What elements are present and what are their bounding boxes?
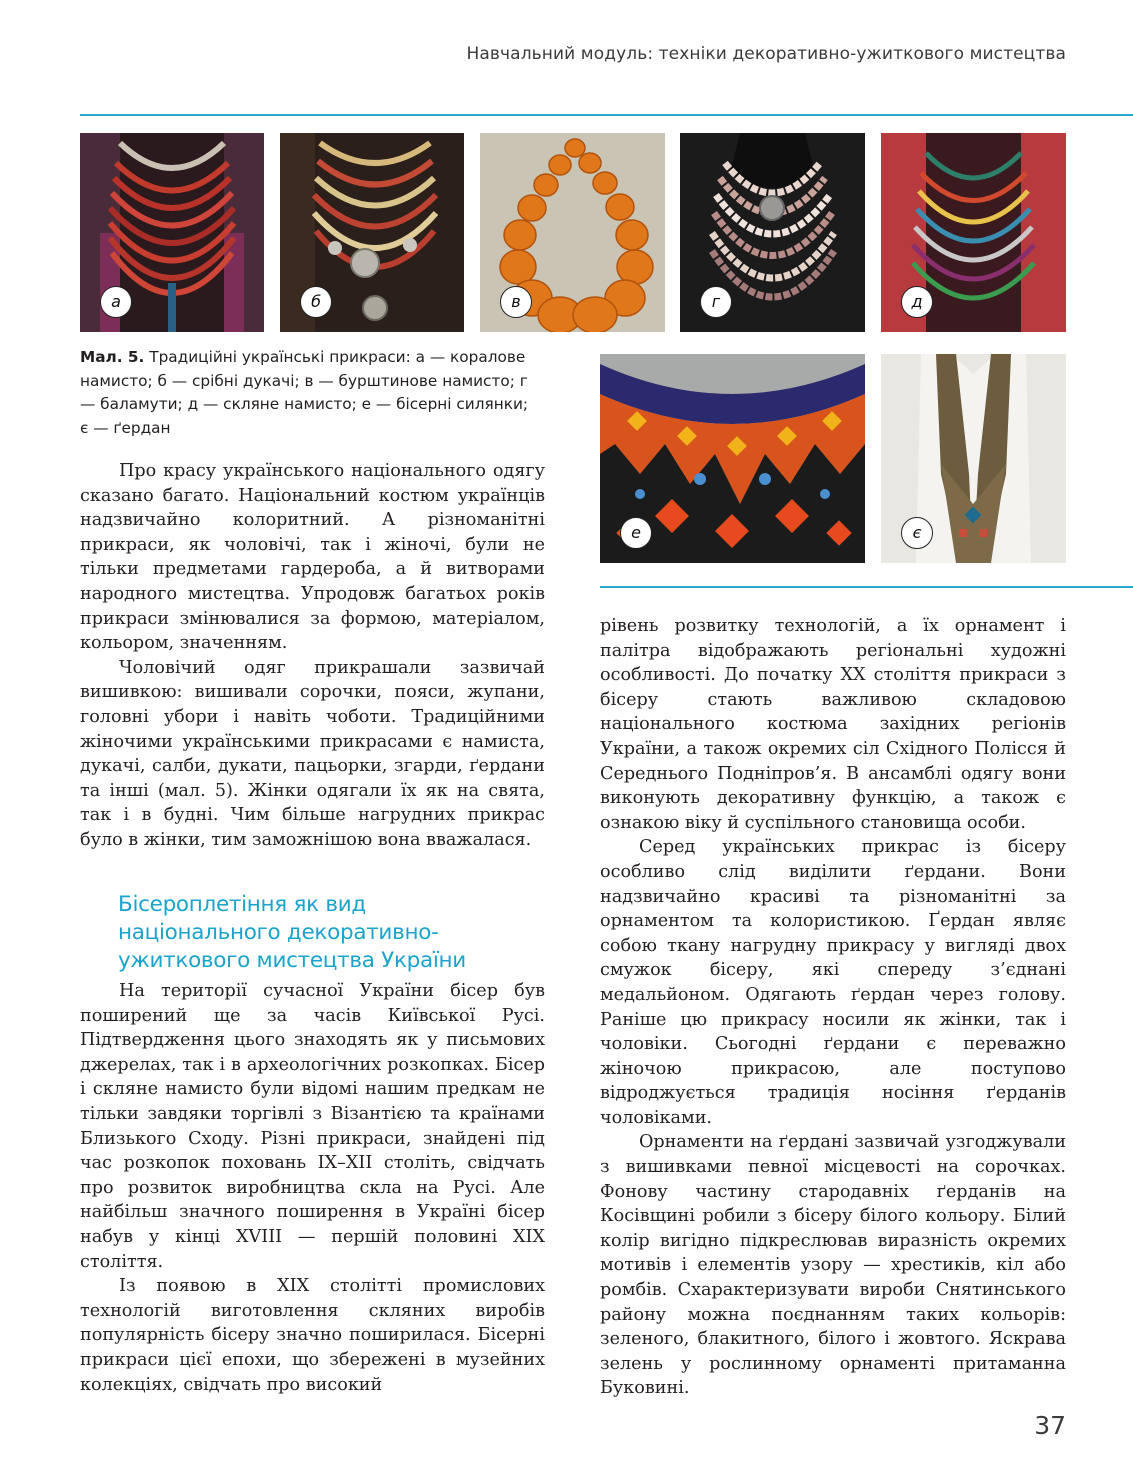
running-header: Навчальний модуль: техніки декоративно-ужиткового мистецтва [466, 44, 1066, 64]
photo-gerdan [881, 354, 1066, 563]
paragraph-gerdans: Серед українських прикрас із бісеру особливо слід виділити ґердани. Вони надзвичайно красиві та різноманітні за орнаментом та колористикою. Ґердан являє собою ткану нагрудну прикрасу у вигляді двох смужок бісеру, які спереду з’єднані медальйоном. Одягають ґердан через голову. Раніше цю прикрасу носили як жінки, так і чоловіки. Сьогодні ґердани є переважно жіночою прикрасою, але поступово відроджується традиція носіння ґерданів чоловіками. [600, 837, 1066, 1128]
heading-line-3: ужиткового мистецтва України [118, 948, 466, 973]
badge-v: в [500, 286, 532, 318]
left-column-bottom [80, 979, 545, 1397]
section-heading [118, 891, 558, 975]
photo-coral-necklace [80, 133, 264, 332]
badge-ie: є [901, 517, 933, 549]
badge-ye: е [620, 517, 652, 549]
badge-h: г [700, 286, 732, 318]
figure-caption [80, 346, 540, 440]
page-number: 37 [1034, 1411, 1066, 1440]
caption-label: Мал. 5. [80, 348, 145, 366]
photo-beaded-syljanky [600, 354, 865, 563]
badge-d: д [901, 286, 933, 318]
badge-b: б [300, 286, 332, 318]
photo-balamuty [680, 133, 865, 332]
photo-silver-ducats [280, 133, 464, 332]
header-rule [80, 114, 1133, 116]
heading-line-2: національного декоративно- [118, 920, 439, 945]
caption-text: Традиційні українські прикраси: а — коралове намисто; б — срібні дукачі; в — бурштинове намисто; г — баламути; д — скляне намисто; е — бісерні силянки; є — ґердан [80, 348, 529, 437]
paragraph-continuation: рівень розвитку технологій, а їх орнамент і палітра відображають регіональні художні особливості. До початку XX століття прикраси з бісеру стають важливою складовою національного костюма західних регіонів України, а також окремих сіл Східного Полісся й Середнього Подніпров’я. В ансамблі одягу вони виконують декоративну функцію, а також є ознакою віку й суспільного становища особи. [600, 616, 1066, 833]
paragraph-history: На території сучасної України бісер був поширений ще за часів Київської Русі. Підтвердження цього знаходять як у письмових джерелах, так і в археологічних розкопках. Бісер і скляне намисто були відомі нашим предкам не тільки завдяки торгівлі з Візантією та країнами Близького Сходу. Різні прикраси, знайдені під час розкопок поховань IX–XII століть, свідчать про розвиток виробництва скла на Русі. Але найбільш значного поширення в Україні бісер набув у кінці XVIII — першій половині XIX століття. [80, 981, 545, 1272]
heading-line-1: Бісероплетіння як вид [118, 892, 366, 917]
figure-rule [600, 586, 1133, 588]
photo-amber-necklace [480, 133, 665, 332]
photo-glass-necklace [881, 133, 1066, 332]
right-column [600, 614, 1066, 1401]
paragraph-industry: Із появою в XIX столітті промислових технологій виготовлення скляних виробів популярність бісеру значно поширилася. Бісерні прикраси цієї епохи, що збережені в музейних колекціях, свідчать про високий [80, 1276, 545, 1395]
left-column-top [80, 459, 545, 853]
paragraph-intro: Про красу українського національного одягу сказано багато. Національний костюм українців надзвичайно колоритний. А різноманітні прикраси, як чоловічі, так і жіночі, були не тільки предметами гардероба, а й витворами народного мистецтва. Упродовж багатьох років прикраси змінювалися за формою, матеріалом, кольором, значенням. [80, 461, 545, 654]
paragraph-mens-clothing: Чоловічий одяг прикрашали зазвичай вишивкою: вишивали сорочки, пояси, жупани, головні убори і навіть чоботи. Традиційними жіночими українськими прикрасами є намиста, дукачі, салби, дукати, пацьорки, згарди, ґердани та інші (мал. 5). Жінки одягали їх як на свята, так і в будні. Чим більше нагрудних прикрас було в жінки, тим заможнішою вона вважалася. [80, 657, 545, 850]
paragraph-ornaments: Орнаменти на ґердані зазвичай узгоджували з вишивками певної місцевості на сорочках. Фонову частину стародавніх ґерданів на Косівщині робили з бісеру білого кольору. Білий колір вигідно підкреслював виразність окремих мотивів і елементів узору — хрестиків, кіл або ромбів. Схарактеризувати вироби Снятинського району можна поєднанням таких кольорів: зеленого, блакитного, білого і жовтого. Яскрава зелень у рослинному орнаменті притаманна Буковині. [600, 1132, 1066, 1399]
badge-a: а [100, 286, 132, 318]
